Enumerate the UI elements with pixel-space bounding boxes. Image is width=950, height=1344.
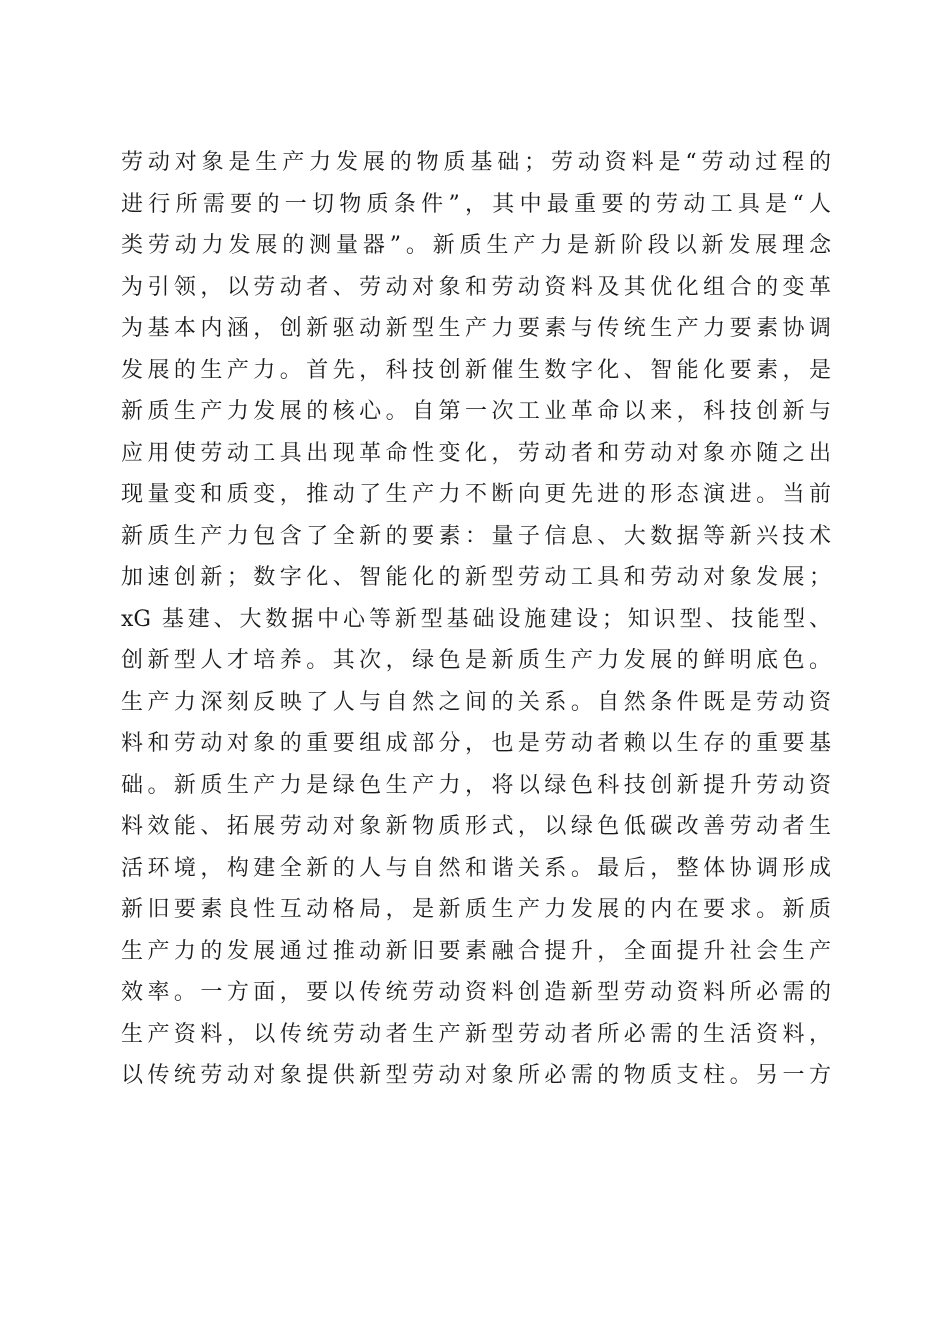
text-line: 劳动对象是生产力发展的物质基础；劳动资料是“劳动过程的 xyxy=(121,150,831,175)
text-line: 类劳动力发展的测量器”。新质生产力是新阶段以新发展理念 xyxy=(121,233,831,258)
text-line: 活环境，构建全新的人与自然和谐关系。最后，整体协调形成 xyxy=(121,855,831,881)
text-line: 生产力深刻反映了人与自然之间的关系。自然条件既是劳动资 xyxy=(121,689,831,715)
text-line: 新旧要素良性互动格局，是新质生产力发展的内在要求。新质 xyxy=(121,897,831,922)
text-line: xG 基建、大数据中心等新型基础设施建设；知识型、技能型、 xyxy=(121,606,831,632)
text-line: 料和劳动对象的重要组成部分，也是劳动者赖以生存的重要基 xyxy=(121,731,831,756)
text-line: 发展的生产力。首先，科技创新催生数字化、智能化要素，是 xyxy=(121,357,831,383)
text-line: 加速创新；数字化、智能化的新型劳动工具和劳动对象发展； xyxy=(121,565,831,590)
text-line: 进行所需要的一切物质条件”，其中最重要的劳动工具是“人 xyxy=(121,191,831,217)
text-line: 创新型人才培养。其次，绿色是新质生产力发展的鲜明底色。 xyxy=(121,648,831,673)
text-line: 应用使劳动工具出现革命性变化，劳动者和劳动对象亦随之出 xyxy=(121,440,831,466)
text-line: 础。新质生产力是绿色生产力，将以绿色科技创新提升劳动资 xyxy=(121,772,831,798)
text-line: 以传统劳动对象提供新型劳动对象所必需的物质支柱。另一方 xyxy=(121,1063,831,1088)
text-line: 料效能、拓展劳动对象新物质形式，以绿色低碳改善劳动者生 xyxy=(121,814,831,839)
text-line: 生产力的发展通过推动新旧要素融合提升，全面提升社会生产 xyxy=(121,938,831,964)
text-line: 新质生产力发展的核心。自第一次工业革命以来，科技创新与 xyxy=(121,399,831,424)
text-line: 生产资料，以传统劳动者生产新型劳动者所必需的生活资料， xyxy=(121,1021,831,1047)
body-paragraph xyxy=(121,142,831,1097)
text-line: 为引领，以劳动者、劳动对象和劳动资料及其优化组合的变革 xyxy=(121,274,831,300)
text-line: 为基本内涵，创新驱动新型生产力要素与传统生产力要素协调 xyxy=(121,316,831,341)
text-line: 效率。一方面，要以传统劳动资料创造新型劳动资料所必需的 xyxy=(121,980,831,1005)
text-line: 现量变和质变，推动了生产力不断向更先进的形态演进。当前 xyxy=(121,482,831,507)
text-line: 新质生产力包含了全新的要素：量子信息、大数据等新兴技术 xyxy=(121,523,831,549)
